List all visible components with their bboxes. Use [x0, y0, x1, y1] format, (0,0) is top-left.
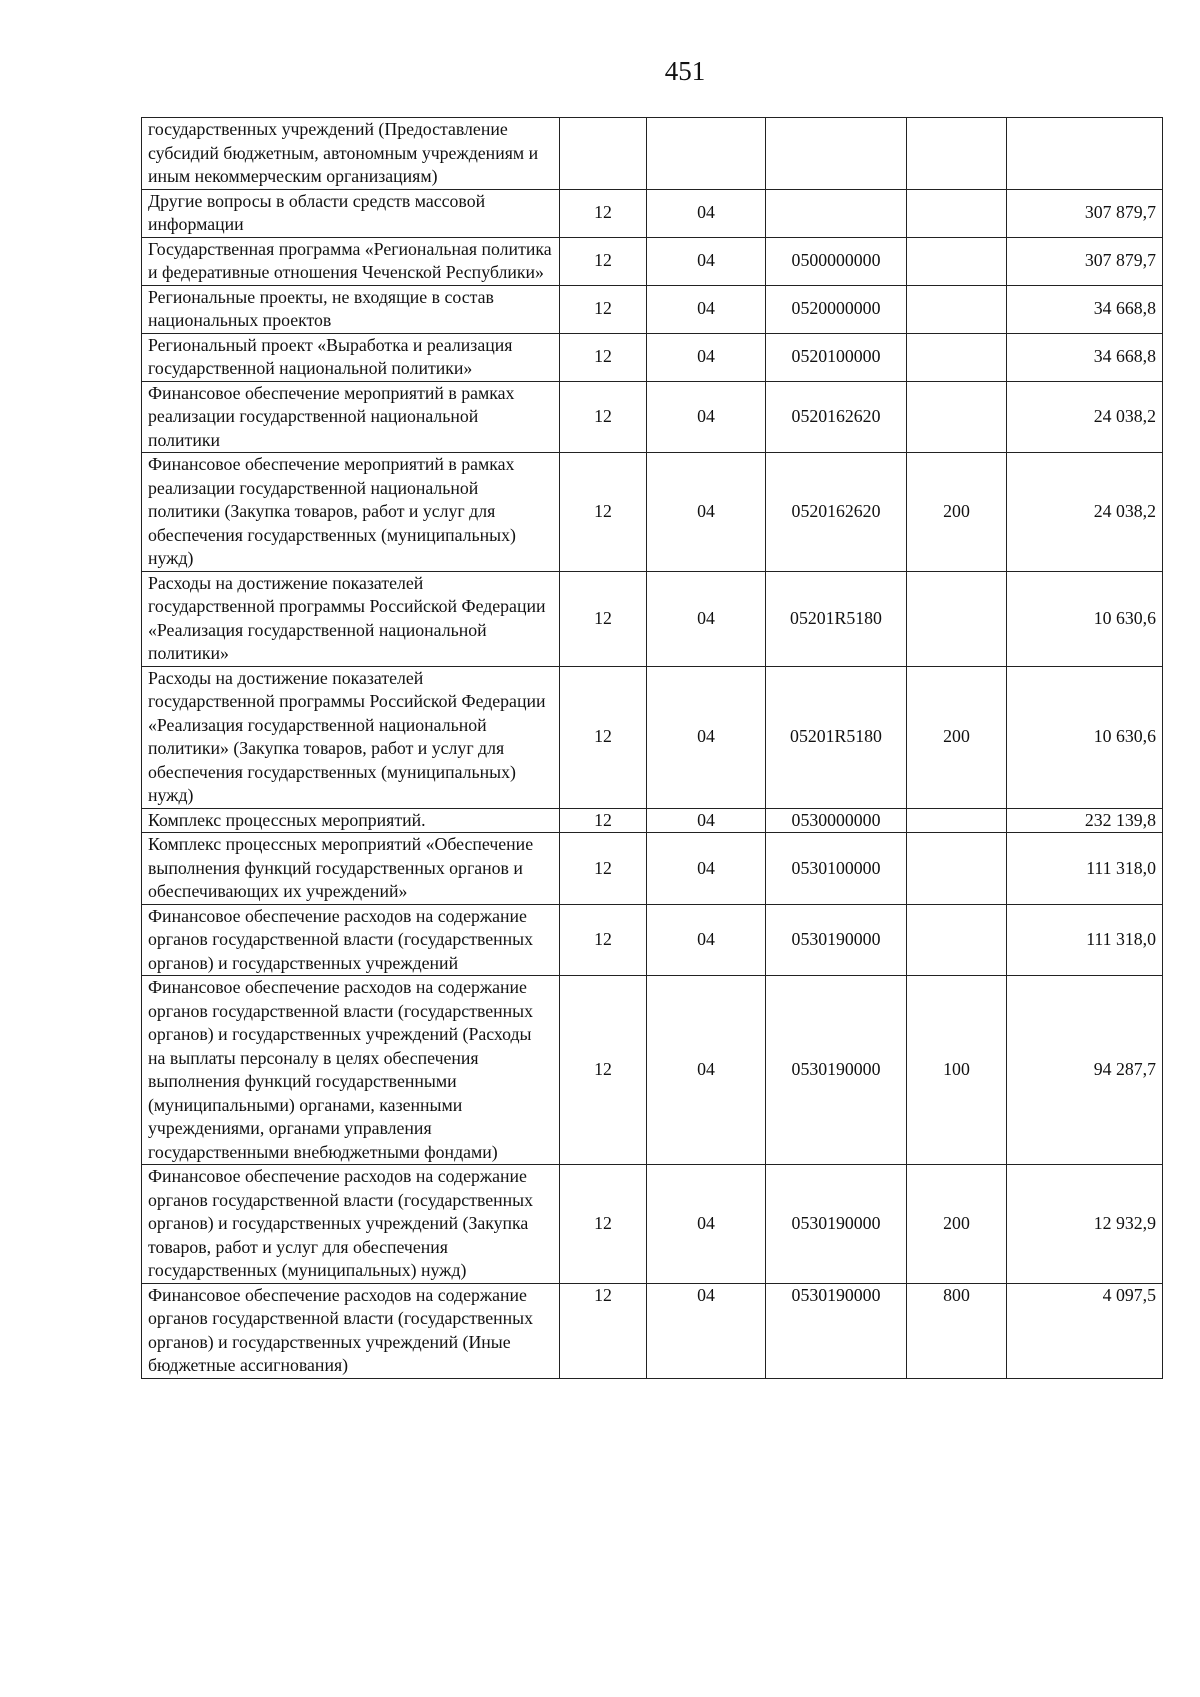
row-section: 12: [560, 666, 647, 808]
row-expense-type: [907, 571, 1007, 666]
row-subsection: 04: [647, 189, 766, 237]
row-section: [560, 118, 647, 190]
row-target-article: 0530190000: [766, 1165, 907, 1284]
row-amount: 34 668,8: [1007, 285, 1163, 333]
row-amount: 34 668,8: [1007, 333, 1163, 381]
row-expense-type: [907, 189, 1007, 237]
table-row: [142, 808, 1163, 833]
row-amount: 24 038,2: [1007, 381, 1163, 453]
row-amount: 307 879,7: [1007, 189, 1163, 237]
table-row: [142, 453, 1163, 572]
row-amount: 10 630,6: [1007, 571, 1163, 666]
row-target-article: 05201R5180: [766, 571, 907, 666]
row-name: Расходы на достижение показателей государственной программы Российской Федерации «Реализация государственной национальной политики» (Закупка товаров, работ и услуг для обеспечения государственных (муниципальных) нужд): [142, 666, 560, 808]
row-target-article: 0520000000: [766, 285, 907, 333]
row-subsection: 04: [647, 808, 766, 833]
row-expense-type: [907, 808, 1007, 833]
row-name: Комплекс процессных мероприятий «Обеспечение выполнения функций государственных органов и обеспечивающих их учреждений»: [142, 833, 560, 905]
row-subsection: [647, 118, 766, 190]
row-target-article: 0520100000: [766, 333, 907, 381]
page-number: 451: [664, 56, 706, 86]
row-amount: 4 097,5: [1007, 1283, 1163, 1378]
row-amount: 10 630,6: [1007, 666, 1163, 808]
row-subsection: 04: [647, 666, 766, 808]
row-section: 12: [560, 189, 647, 237]
row-section: 12: [560, 808, 647, 833]
table-row: [142, 833, 1163, 905]
row-section: 12: [560, 1165, 647, 1284]
row-expense-type: 800: [907, 1283, 1007, 1378]
row-target-article: 0530190000: [766, 1283, 907, 1378]
row-name: Финансовое обеспечение расходов на содержание органов государственной власти (государственных органов) и государственных учреждений (Закупка товаров, работ и услуг для обеспечения государственных (муниципальных) нужд): [142, 1165, 560, 1284]
row-section: 12: [560, 571, 647, 666]
row-name: государственных учреждений (Предоставление субсидий бюджетным, автономным учреждениям и иным некоммерческим организациям): [142, 118, 560, 190]
budget-table: [141, 117, 1163, 1379]
row-expense-type: [907, 285, 1007, 333]
row-target-article: 0520162620: [766, 453, 907, 572]
row-subsection: 04: [647, 976, 766, 1165]
row-name: Финансовое обеспечение мероприятий в рамках реализации государственной национальной политики: [142, 381, 560, 453]
table-row: [142, 285, 1163, 333]
row-subsection: 04: [647, 453, 766, 572]
row-subsection: 04: [647, 833, 766, 905]
table-row: [142, 904, 1163, 976]
table-row: [142, 118, 1163, 190]
row-name: Расходы на достижение показателей государственной программы Российской Федерации «Реализация государственной национальной политики»: [142, 571, 560, 666]
row-expense-type: 100: [907, 976, 1007, 1165]
table-row: [142, 1165, 1163, 1284]
row-section: 12: [560, 285, 647, 333]
row-name: Финансовое обеспечение мероприятий в рамках реализации государственной национальной политики (Закупка товаров, работ и услуг для обеспечения государственных (муниципальных) нужд): [142, 453, 560, 572]
row-subsection: 04: [647, 333, 766, 381]
row-subsection: 04: [647, 381, 766, 453]
row-section: 12: [560, 237, 647, 285]
row-section: 12: [560, 976, 647, 1165]
row-target-article: 0530000000: [766, 808, 907, 833]
row-subsection: 04: [647, 1165, 766, 1284]
row-name: Государственная программа «Региональная политика и федеративные отношения Чеченской Республики»: [142, 237, 560, 285]
table-row: [142, 571, 1163, 666]
row-name: Региональный проект «Выработка и реализация государственной национальной политики»: [142, 333, 560, 381]
row-section: 12: [560, 381, 647, 453]
table-row: [142, 189, 1163, 237]
table-row: [142, 333, 1163, 381]
row-amount: 111 318,0: [1007, 904, 1163, 976]
row-expense-type: [907, 237, 1007, 285]
row-amount: 232 139,8: [1007, 808, 1163, 833]
row-amount: [1007, 118, 1163, 190]
row-expense-type: 200: [907, 666, 1007, 808]
row-target-article: 0530100000: [766, 833, 907, 905]
row-name: Финансовое обеспечение расходов на содержание органов государственной власти (государственных органов) и государственных учреждений (Иные бюджетные ассигнования): [142, 1283, 560, 1378]
table-row: [142, 1283, 1163, 1378]
row-target-article: 0500000000: [766, 237, 907, 285]
row-target-article: [766, 118, 907, 190]
table-row: [142, 381, 1163, 453]
row-name: Другие вопросы в области средств массовой информации: [142, 189, 560, 237]
row-section: 12: [560, 453, 647, 572]
row-section: 12: [560, 904, 647, 976]
row-expense-type: [907, 904, 1007, 976]
row-amount: 307 879,7: [1007, 237, 1163, 285]
row-expense-type: 200: [907, 1165, 1007, 1284]
row-target-article: 0530190000: [766, 904, 907, 976]
row-section: 12: [560, 1283, 647, 1378]
row-subsection: 04: [647, 904, 766, 976]
row-section: 12: [560, 833, 647, 905]
row-subsection: 04: [647, 237, 766, 285]
row-target-article: 0520162620: [766, 381, 907, 453]
row-name: Региональные проекты, не входящие в состав национальных проектов: [142, 285, 560, 333]
row-expense-type: 200: [907, 453, 1007, 572]
row-target-article: 05201R5180: [766, 666, 907, 808]
row-amount: 94 287,7: [1007, 976, 1163, 1165]
row-expense-type: [907, 333, 1007, 381]
table-row: [142, 666, 1163, 808]
row-subsection: 04: [647, 285, 766, 333]
row-amount: 12 932,9: [1007, 1165, 1163, 1284]
row-amount: 24 038,2: [1007, 453, 1163, 572]
row-name: Комплекс процессных мероприятий.: [142, 808, 560, 833]
table-row: [142, 976, 1163, 1165]
row-target-article: [766, 189, 907, 237]
table-row: [142, 237, 1163, 285]
row-name: Финансовое обеспечение расходов на содержание органов государственной власти (государственных органов) и государственных учреждений (Расходы на выплаты персоналу в целях обеспечения выполнения функций государственными (муниципальными) органами, казенными учреждениями, органами управления государственными внебюджетными фондами): [142, 976, 560, 1165]
row-expense-type: [907, 381, 1007, 453]
row-expense-type: [907, 118, 1007, 190]
row-name: Финансовое обеспечение расходов на содержание органов государственной власти (государственных органов) и государственных учреждений: [142, 904, 560, 976]
row-amount: 111 318,0: [1007, 833, 1163, 905]
row-subsection: 04: [647, 1283, 766, 1378]
row-target-article: 0530190000: [766, 976, 907, 1165]
row-expense-type: [907, 833, 1007, 905]
row-section: 12: [560, 333, 647, 381]
row-subsection: 04: [647, 571, 766, 666]
